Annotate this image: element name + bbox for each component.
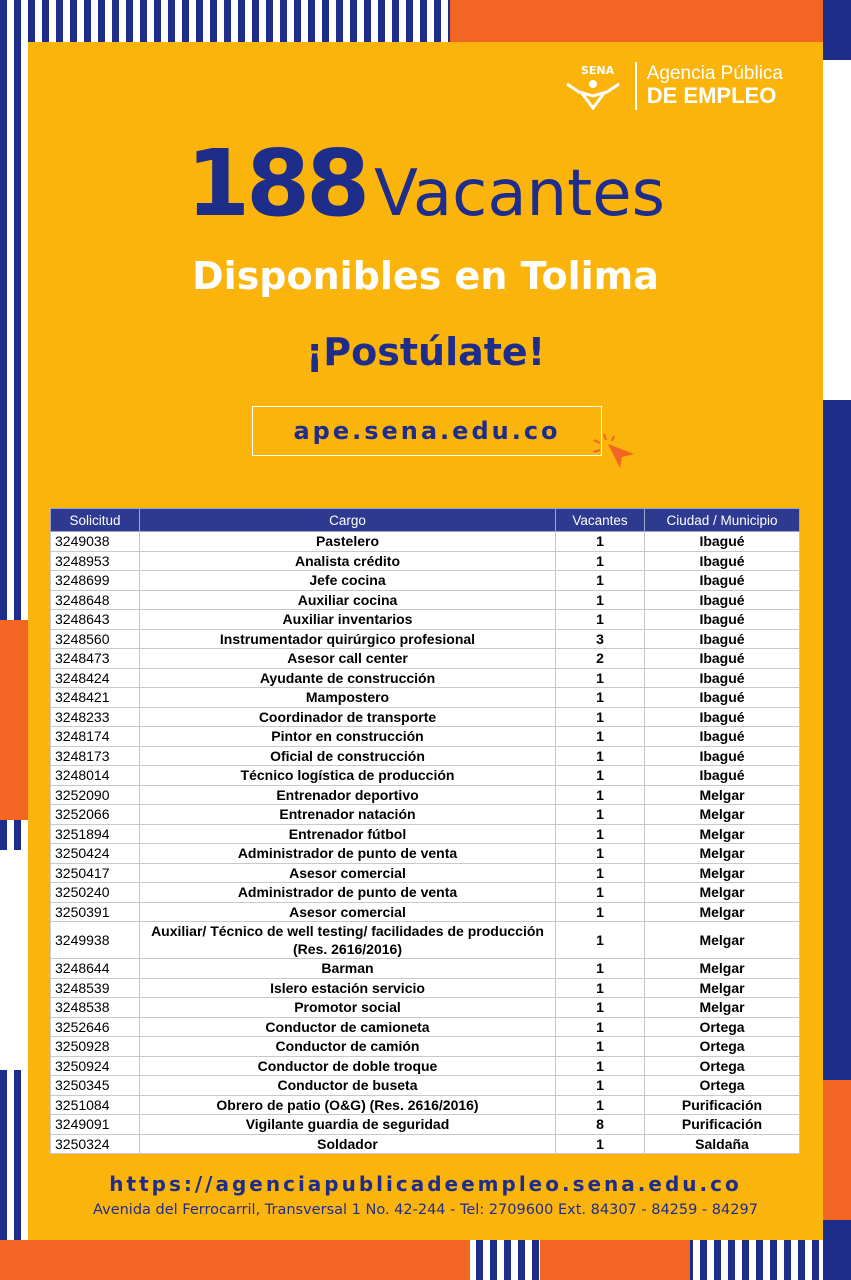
cell-solicitud: 3249938 xyxy=(51,922,140,959)
cell-ciudad: Ibagué xyxy=(645,629,800,649)
cell-solicitud: 3248643 xyxy=(51,610,140,630)
cell-cargo: Ayudante de construcción xyxy=(140,668,556,688)
cell-ciudad: Ibagué xyxy=(645,688,800,708)
cell-solicitud: 3248473 xyxy=(51,649,140,669)
cell-solicitud: 3250928 xyxy=(51,1037,140,1057)
cell-ciudad: Ibagué xyxy=(645,551,800,571)
cell-vacantes: 1 xyxy=(556,1134,645,1154)
table-row xyxy=(51,746,800,766)
cell-cargo: Entrenador fútbol xyxy=(140,824,556,844)
cell-solicitud: 3252066 xyxy=(51,805,140,825)
svg-text:SENA: SENA xyxy=(580,64,614,77)
cell-vacantes: 1 xyxy=(556,1037,645,1057)
cell-vacantes: 1 xyxy=(556,805,645,825)
table-row xyxy=(51,1134,800,1154)
cell-vacantes: 8 xyxy=(556,1115,645,1135)
cell-ciudad: Ortega xyxy=(645,1017,800,1037)
logo-line2: DE EMPLEO xyxy=(646,83,777,109)
cell-vacantes: 1 xyxy=(556,707,645,727)
cell-ciudad: Melgar xyxy=(645,959,800,979)
cell-solicitud: 3248648 xyxy=(51,590,140,610)
cell-vacantes: 1 xyxy=(556,1076,645,1096)
cursor-click-icon xyxy=(590,432,638,468)
cell-vacantes: 1 xyxy=(556,959,645,979)
bg-block-orange-right-low xyxy=(823,1080,851,1220)
cell-solicitud: 3251894 xyxy=(51,824,140,844)
footer-address: Avenida del Ferrocarril, Transversal 1 No. 42-244 - Tel: 2709600 Ext. 84307 - 84259 - 84297 xyxy=(93,1202,758,1218)
cell-cargo: Soldador xyxy=(140,1134,556,1154)
cell-ciudad: Ibagué xyxy=(645,707,800,727)
cell-ciudad: Ibagué xyxy=(645,532,800,552)
cell-cargo: Pintor en construcción xyxy=(140,727,556,747)
cell-cargo: Instrumentador quirúrgico profesional xyxy=(140,629,556,649)
cell-vacantes: 2 xyxy=(556,649,645,669)
cell-ciudad: Ibagué xyxy=(645,746,800,766)
cell-ciudad: Ibagué xyxy=(645,766,800,786)
cell-cargo: Auxiliar cocina xyxy=(140,590,556,610)
bg-block-orange-bottom-right xyxy=(540,1240,690,1280)
cell-solicitud: 3252646 xyxy=(51,1017,140,1037)
cell-solicitud: 3248644 xyxy=(51,959,140,979)
table-row xyxy=(51,902,800,922)
cell-vacantes: 1 xyxy=(556,766,645,786)
cell-ciudad: Ibagué xyxy=(645,610,800,630)
table-row xyxy=(51,1056,800,1076)
cell-solicitud: 3248014 xyxy=(51,766,140,786)
cell-cargo: Conductor de camioneta xyxy=(140,1017,556,1037)
cell-ciudad: Ibagué xyxy=(645,571,800,591)
cell-ciudad: Melgar xyxy=(645,863,800,883)
table-row xyxy=(51,571,800,591)
cell-solicitud: 3250324 xyxy=(51,1134,140,1154)
table-row xyxy=(51,532,800,552)
header-ciudad: Ciudad / Municipio xyxy=(645,509,800,532)
cell-vacantes: 1 xyxy=(556,902,645,922)
cell-cargo: Analista crédito xyxy=(140,551,556,571)
cell-cargo: Administrador de punto de venta xyxy=(140,844,556,864)
bg-block-orange-top-right xyxy=(450,0,851,42)
cell-vacantes: 1 xyxy=(556,1017,645,1037)
bg-block-orange-bottom xyxy=(0,1240,470,1280)
cell-solicitud: 3250391 xyxy=(51,902,140,922)
cell-cargo: Técnico logística de producción xyxy=(140,766,556,786)
cell-vacantes: 1 xyxy=(556,863,645,883)
table-row xyxy=(51,707,800,727)
cell-solicitud: 3248560 xyxy=(51,629,140,649)
cell-ciudad: Ibagué xyxy=(645,590,800,610)
vacancy-count: 188 xyxy=(186,130,367,237)
cell-solicitud: 3248421 xyxy=(51,688,140,708)
table-row xyxy=(51,824,800,844)
cell-vacantes: 1 xyxy=(556,532,645,552)
subtitle: Disponibles en Tolima xyxy=(192,254,659,298)
cell-vacantes: 1 xyxy=(556,978,645,998)
vacancy-word: Vacantes xyxy=(374,157,665,231)
cell-solicitud: 3248173 xyxy=(51,746,140,766)
table-row xyxy=(51,978,800,998)
bg-block-orange-left xyxy=(0,620,28,820)
cell-vacantes: 1 xyxy=(556,998,645,1018)
cell-solicitud: 3248174 xyxy=(51,727,140,747)
cell-ciudad: Ortega xyxy=(645,1056,800,1076)
table-row xyxy=(51,998,800,1018)
table-row xyxy=(51,727,800,747)
cell-cargo: Promotor social xyxy=(140,998,556,1018)
table-row xyxy=(51,1115,800,1135)
cell-vacantes: 1 xyxy=(556,571,645,591)
table-row xyxy=(51,922,800,959)
cell-ciudad: Melgar xyxy=(645,805,800,825)
cell-cargo: Jefe cocina xyxy=(140,571,556,591)
table-row xyxy=(51,1037,800,1057)
cell-solicitud: 3252090 xyxy=(51,785,140,805)
cell-solicitud: 3250240 xyxy=(51,883,140,903)
cell-vacantes: 1 xyxy=(556,824,645,844)
table-row xyxy=(51,1017,800,1037)
agency-logo xyxy=(561,62,783,110)
cell-solicitud: 3248538 xyxy=(51,998,140,1018)
table-row xyxy=(51,688,800,708)
cell-vacantes: 1 xyxy=(556,727,645,747)
cell-vacantes: 1 xyxy=(556,688,645,708)
table-row xyxy=(51,590,800,610)
cell-ciudad: Melgar xyxy=(645,902,800,922)
cell-solicitud: 3248539 xyxy=(51,978,140,998)
cell-solicitud: 3250924 xyxy=(51,1056,140,1076)
header-vacantes: Vacantes xyxy=(556,509,645,532)
cell-ciudad: Purificación xyxy=(645,1095,800,1115)
cell-solicitud: 3248233 xyxy=(51,707,140,727)
cell-cargo: Entrenador natación xyxy=(140,805,556,825)
header-solicitud: Solicitud xyxy=(51,509,140,532)
cell-ciudad: Purificación xyxy=(645,1115,800,1135)
cell-vacantes: 3 xyxy=(556,629,645,649)
cell-ciudad: Melgar xyxy=(645,922,800,959)
cell-cargo: Auxiliar inventarios xyxy=(140,610,556,630)
cell-ciudad: Ibagué xyxy=(645,649,800,669)
table-row xyxy=(51,668,800,688)
cell-vacantes: 1 xyxy=(556,922,645,959)
cell-cargo: Barman xyxy=(140,959,556,979)
call-to-action: ¡Postúlate! xyxy=(305,330,546,374)
cell-cargo: Asesor comercial xyxy=(140,863,556,883)
table-row xyxy=(51,959,800,979)
table-row xyxy=(51,805,800,825)
headline xyxy=(28,130,823,237)
cell-cargo: Conductor de doble troque xyxy=(140,1056,556,1076)
cell-ciudad: Melgar xyxy=(645,883,800,903)
cell-cargo: Islero estación servicio xyxy=(140,978,556,998)
cell-solicitud: 3250345 xyxy=(51,1076,140,1096)
cell-ciudad: Saldaña xyxy=(645,1134,800,1154)
cell-vacantes: 1 xyxy=(556,610,645,630)
table-row xyxy=(51,610,800,630)
table-row xyxy=(51,551,800,571)
table-row xyxy=(51,883,800,903)
cell-cargo: Vigilante guardia de seguridad xyxy=(140,1115,556,1135)
bg-block-white-left xyxy=(0,850,28,1070)
cell-ciudad: Ibagué xyxy=(645,727,800,747)
table-row xyxy=(51,649,800,669)
table-body xyxy=(51,532,800,1154)
cell-solicitud: 3250424 xyxy=(51,844,140,864)
table-row xyxy=(51,1076,800,1096)
table-header-row xyxy=(51,509,800,532)
cell-cargo: Asesor call center xyxy=(140,649,556,669)
cell-ciudad: Melgar xyxy=(645,978,800,998)
logo-text xyxy=(647,64,783,107)
cell-cargo: Conductor de buseta xyxy=(140,1076,556,1096)
vacancies-table xyxy=(50,508,800,1154)
cell-vacantes: 1 xyxy=(556,785,645,805)
cell-solicitud: 3249038 xyxy=(51,532,140,552)
cell-solicitud: 3248953 xyxy=(51,551,140,571)
sena-logo-icon xyxy=(561,62,625,110)
table-row xyxy=(51,785,800,805)
logo-line1: Agencia Pública xyxy=(646,63,783,85)
cell-vacantes: 1 xyxy=(556,1056,645,1076)
cell-vacantes: 1 xyxy=(556,1095,645,1115)
cell-ciudad: Ortega xyxy=(645,1037,800,1057)
cell-vacantes: 1 xyxy=(556,590,645,610)
cell-ciudad: Ibagué xyxy=(645,668,800,688)
cell-ciudad: Melgar xyxy=(645,998,800,1018)
table-row xyxy=(51,766,800,786)
main-panel xyxy=(28,42,823,1240)
cell-cargo: Administrador de punto de venta xyxy=(140,883,556,903)
cell-vacantes: 1 xyxy=(556,668,645,688)
cell-ciudad: Melgar xyxy=(645,785,800,805)
cell-vacantes: 1 xyxy=(556,746,645,766)
cell-cargo: Pastelero xyxy=(140,532,556,552)
url-box-link[interactable]: ape.sena.edu.co xyxy=(252,406,602,456)
table-row xyxy=(51,1095,800,1115)
bg-block-white-right xyxy=(823,60,851,400)
cell-solicitud: 3248424 xyxy=(51,668,140,688)
logo-separator xyxy=(635,62,637,110)
cell-cargo: Mampostero xyxy=(140,688,556,708)
cell-solicitud: 3250417 xyxy=(51,863,140,883)
cell-solicitud: 3249091 xyxy=(51,1115,140,1135)
table-row xyxy=(51,863,800,883)
cell-cargo: Coordinador de transporte xyxy=(140,707,556,727)
cell-cargo: Entrenador deportivo xyxy=(140,785,556,805)
table-row xyxy=(51,629,800,649)
cell-vacantes: 1 xyxy=(556,883,645,903)
cell-vacantes: 1 xyxy=(556,844,645,864)
cell-ciudad: Ortega xyxy=(645,1076,800,1096)
cell-solicitud: 3251084 xyxy=(51,1095,140,1115)
cell-cargo: Asesor comercial xyxy=(140,902,556,922)
cell-vacantes: 1 xyxy=(556,551,645,571)
cell-ciudad: Melgar xyxy=(645,824,800,844)
footer-url-link[interactable]: https://agenciapublicadeempleo.sena.edu.co xyxy=(109,1172,742,1196)
cell-cargo: Auxiliar/ Técnico de well testing/ facilidades de producción (Res. 2616/2016) xyxy=(140,922,556,959)
cell-ciudad: Melgar xyxy=(645,844,800,864)
cell-cargo: Oficial de construcción xyxy=(140,746,556,766)
cell-solicitud: 3248699 xyxy=(51,571,140,591)
table-row xyxy=(51,844,800,864)
header-cargo: Cargo xyxy=(140,509,556,532)
cell-cargo: Obrero de patio (O&G) (Res. 2616/2016) xyxy=(140,1095,556,1115)
cell-cargo: Conductor de camión xyxy=(140,1037,556,1057)
